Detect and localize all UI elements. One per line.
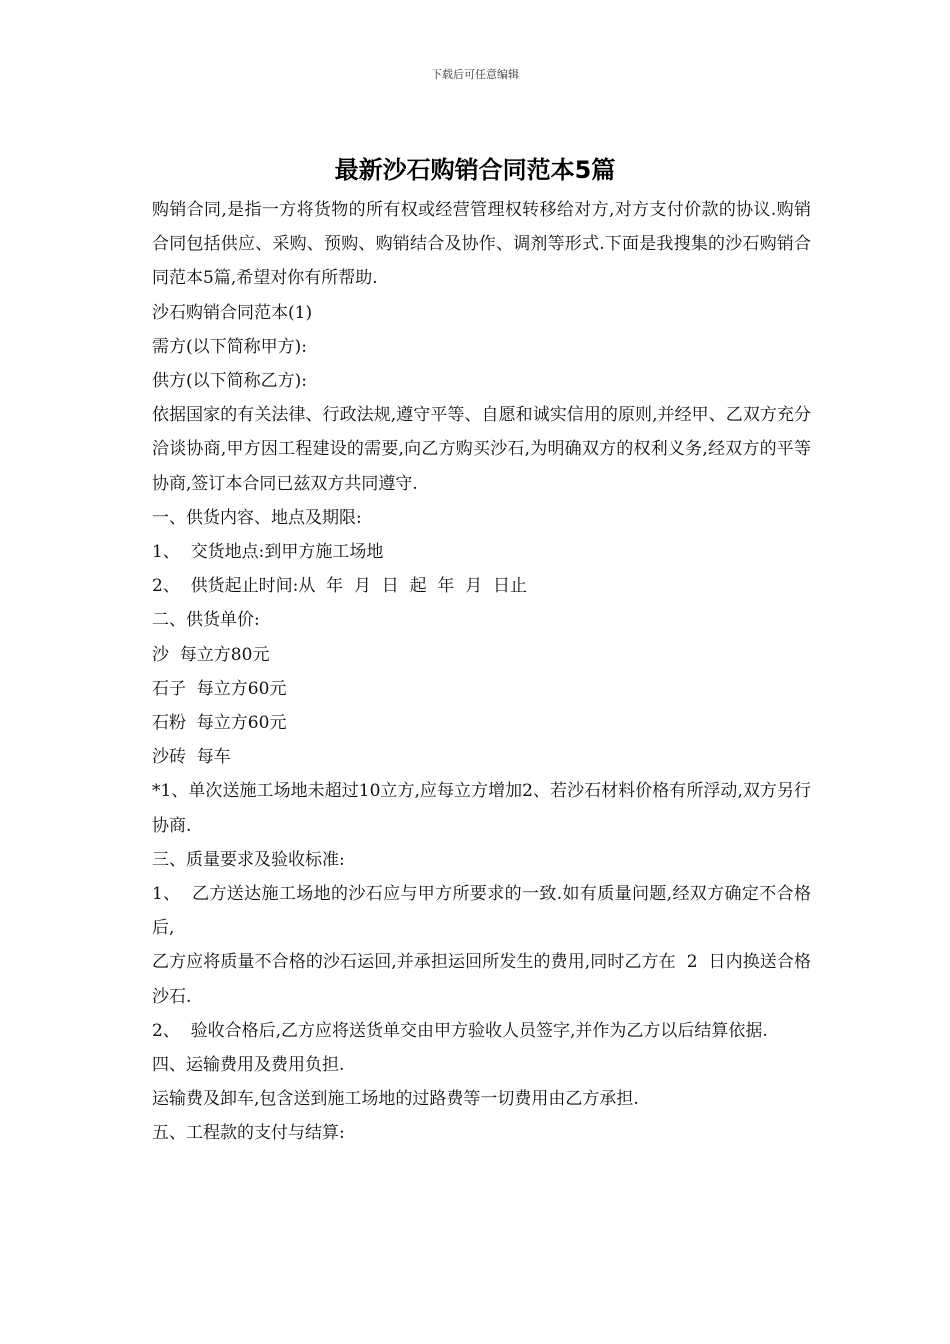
- preamble-paragraph: 依据国家的有关法律、行政法规,遵守平等、自愿和诚实信用的原则,并经甲、乙双方充分洽谈协商,甲方因工程建设的需要,向乙方购买沙石,为明确双方的权利义务,经双方的平等协商,签订本合同已兹双方共同遵守.: [152, 405, 811, 494]
- price-note: *1、单次送施工场地未超过10立方,应每立方增加2、若沙石材料价格有所浮动,双方另行协商.: [152, 781, 811, 836]
- section-3-item-1-cont: 乙方应将质量不合格的沙石运回,并承担运回所发生的费用,同时乙方在 2 日内换送合格沙石.: [152, 952, 811, 1007]
- section-1-heading: 一、供货内容、地点及期限:: [152, 507, 362, 528]
- section-3-item-2: 2、 验收合格后,乙方应将送货单交由甲方验收人员签字,并作为乙方以后结算依据.: [152, 1020, 768, 1041]
- section-5-heading: 五、工程款的支付与结算:: [152, 1123, 345, 1144]
- price-sand: 沙 每立方80元: [152, 644, 270, 665]
- supplier-line: 供方(以下简称乙方):: [152, 371, 307, 392]
- section-3-heading: 三、质量要求及验收标准:: [152, 849, 345, 870]
- contract-heading: 沙石购销合同范本(1): [152, 302, 313, 323]
- price-stone: 石子 每立方60元: [152, 678, 287, 699]
- section-4-heading: 四、运输费用及费用负担.: [152, 1055, 345, 1076]
- document-body: [143, 193, 811, 1151]
- page-header-note: 下载后可任意编辑: [431, 68, 519, 81]
- buyer-line: 需方(以下简称甲方):: [152, 336, 307, 357]
- document-title: 最新沙石购销合同范本5篇: [334, 156, 616, 184]
- section-4-text: 运输费及卸车,包含送到施工场地的过路费等一切费用由乙方承担.: [152, 1089, 639, 1110]
- price-sand-brick: 沙砖 每车: [152, 747, 231, 768]
- section-3-item-1: 1、 乙方送达施工场地的沙石应与甲方所要求的一致.如有质量问题,经双方确定不合格后,: [152, 884, 811, 939]
- price-stone-powder: 石粉 每立方60元: [152, 713, 287, 734]
- section-2-heading: 二、供货单价:: [152, 610, 260, 631]
- section-1-item-2: 2、 供货起止时间:从 年 月 日 起 年 月 日止: [152, 576, 528, 597]
- section-1-item-1: 1、 交货地点:到甲方施工场地: [152, 542, 384, 563]
- intro-paragraph: 购销合同,是指一方将货物的所有权或经营管理权转移给对方,对方支付价款的协议.购销合同包括供应、采购、预购、购销结合及协作、调剂等形式.下面是我搜集的沙石购销合同范本5篇,希望对你有所帮助.: [152, 200, 811, 289]
